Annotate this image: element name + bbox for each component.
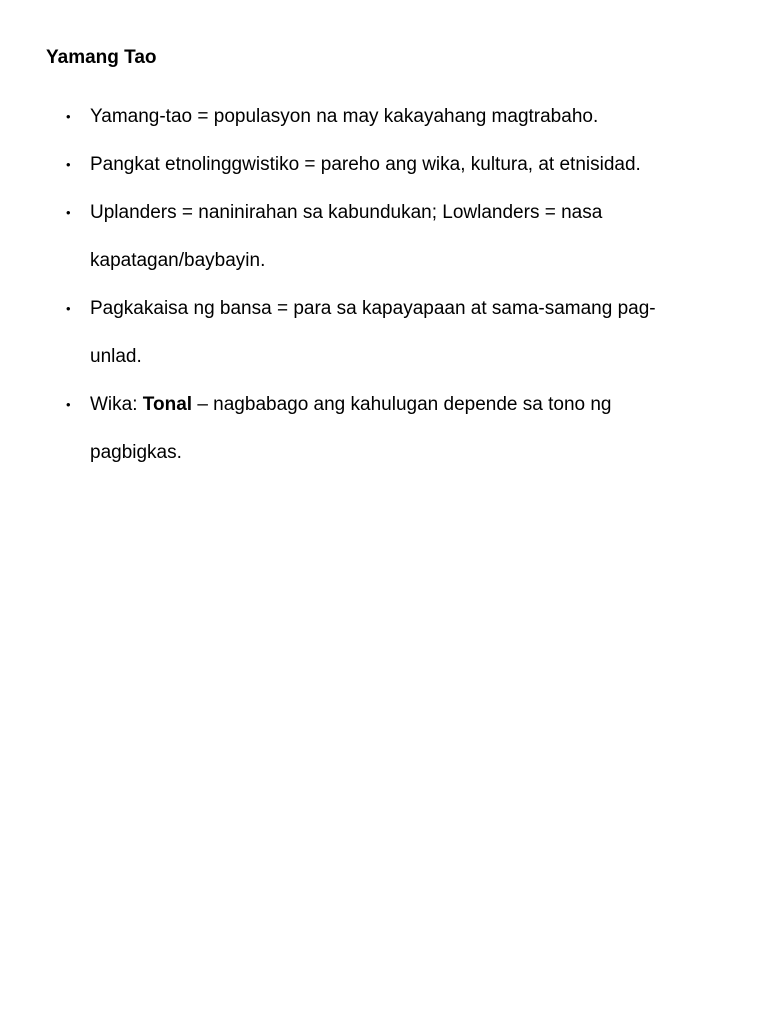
list-item-bold-term: Tonal	[142, 394, 193, 415]
list-item-suffix: – nagbabago ang kahulugan depende sa tono ng pagbigkas.	[90, 394, 612, 463]
document	[46, 45, 706, 477]
bullet-icon: •	[66, 109, 71, 124]
list-item	[46, 285, 706, 381]
document-heading: Yamang Tao	[46, 47, 157, 68]
list-item-text: Uplanders = naninirahan sa kabundukan; Lowlanders = nasa kapatagan/baybayin.	[90, 202, 603, 271]
bullet-icon: •	[66, 301, 71, 316]
bullet-icon: •	[66, 205, 71, 220]
list-item	[46, 93, 706, 141]
list-item	[46, 141, 706, 189]
list-item-text: Yamang-tao = populasyon na may kakayahang magtrabaho.	[90, 106, 599, 127]
list-item	[46, 189, 706, 285]
bullet-list	[46, 93, 706, 477]
bullet-icon: •	[66, 157, 71, 172]
list-item	[46, 381, 706, 477]
list-item-prefix: Wika:	[90, 394, 143, 415]
list-item-text: Pagkakaisa ng bansa = para sa kapayapaan at sama-samang pag-unlad.	[90, 298, 656, 367]
list-item-text: Pangkat etnolinggwistiko = pareho ang wika, kultura, at etnisidad.	[90, 154, 641, 175]
bullet-icon: •	[66, 397, 71, 412]
